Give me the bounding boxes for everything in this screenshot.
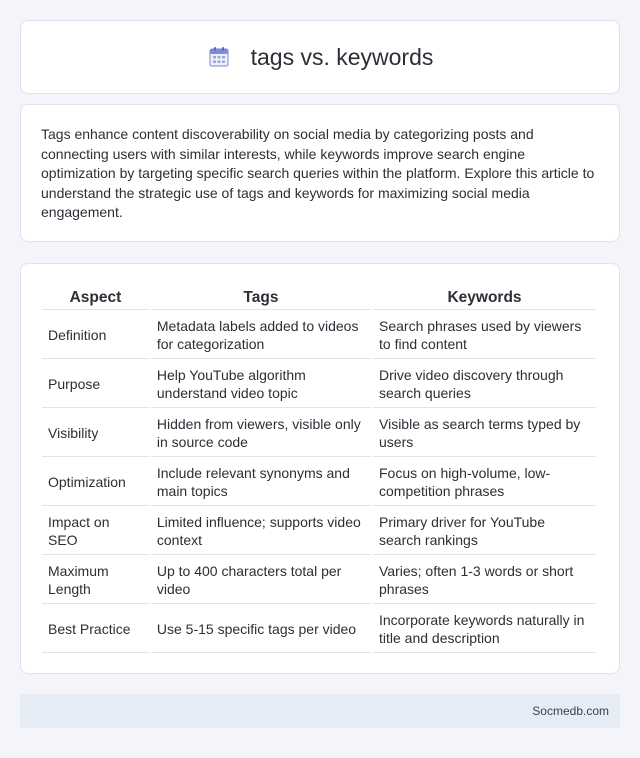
table-row: [42, 361, 596, 408]
cell-tags: Limited influence; supports video context: [151, 508, 371, 555]
cell-aspect: Purpose: [42, 361, 149, 408]
header-aspect: Aspect: [42, 286, 149, 310]
calendar-icon: [207, 45, 231, 69]
header-keywords: Keywords: [373, 286, 596, 310]
table-row: [42, 508, 596, 555]
cell-keywords: Incorporate keywords naturally in title and description: [373, 606, 596, 653]
cell-tags: Use 5-15 specific tags per video: [151, 606, 371, 653]
footer-site-link[interactable]: Socmedb.com: [532, 704, 609, 718]
cell-tags: Include relevant synonyms and main topics: [151, 459, 371, 506]
cell-aspect: Optimization: [42, 459, 149, 506]
cell-aspect: Best Practice: [42, 606, 149, 653]
table-row: [42, 410, 596, 457]
page-title: tags vs. keywords: [250, 43, 434, 70]
comparison-table: [40, 284, 598, 655]
cell-aspect: Visibility: [42, 410, 149, 457]
cell-keywords: Varies; often 1-3 words or short phrases: [373, 557, 596, 604]
cell-aspect: Maximum Length: [42, 557, 149, 604]
table-row: [42, 606, 596, 653]
cell-aspect: Definition: [42, 312, 149, 359]
cell-keywords: Visible as search terms typed by users: [373, 410, 596, 457]
cell-keywords: Focus on high-volume, low-competition phrases: [373, 459, 596, 506]
title-wrap: [207, 44, 434, 71]
intro-card: [20, 104, 620, 242]
cell-tags: Metadata labels added to videos for categorization: [151, 312, 371, 359]
intro-paragraph: Tags enhance content discoverability on social media by categorizing posts and connecting users with similar interests, while keywords improve search engine optimization by targeting specific search queries within the platform. Explore this article to understand the strategic use of tags and keywords for maximizing social media engagement.: [41, 126, 595, 221]
table-row: [42, 459, 596, 506]
footer: [20, 694, 620, 728]
cell-keywords: Drive video discovery through search queries: [373, 361, 596, 408]
cell-tags: Hidden from viewers, visible only in source code: [151, 410, 371, 457]
cell-aspect: Impact on SEO: [42, 508, 149, 555]
cell-keywords: Primary driver for YouTube search rankings: [373, 508, 596, 555]
table-card: [20, 263, 620, 674]
table-row: [42, 557, 596, 604]
cell-keywords: Search phrases used by viewers to find content: [373, 312, 596, 359]
table-header-row: [42, 286, 596, 310]
table-row: [42, 312, 596, 359]
cell-tags: Help YouTube algorithm understand video topic: [151, 361, 371, 408]
header-tags: Tags: [151, 286, 371, 310]
cell-tags: Up to 400 characters total per video: [151, 557, 371, 604]
title-card: [20, 20, 620, 94]
